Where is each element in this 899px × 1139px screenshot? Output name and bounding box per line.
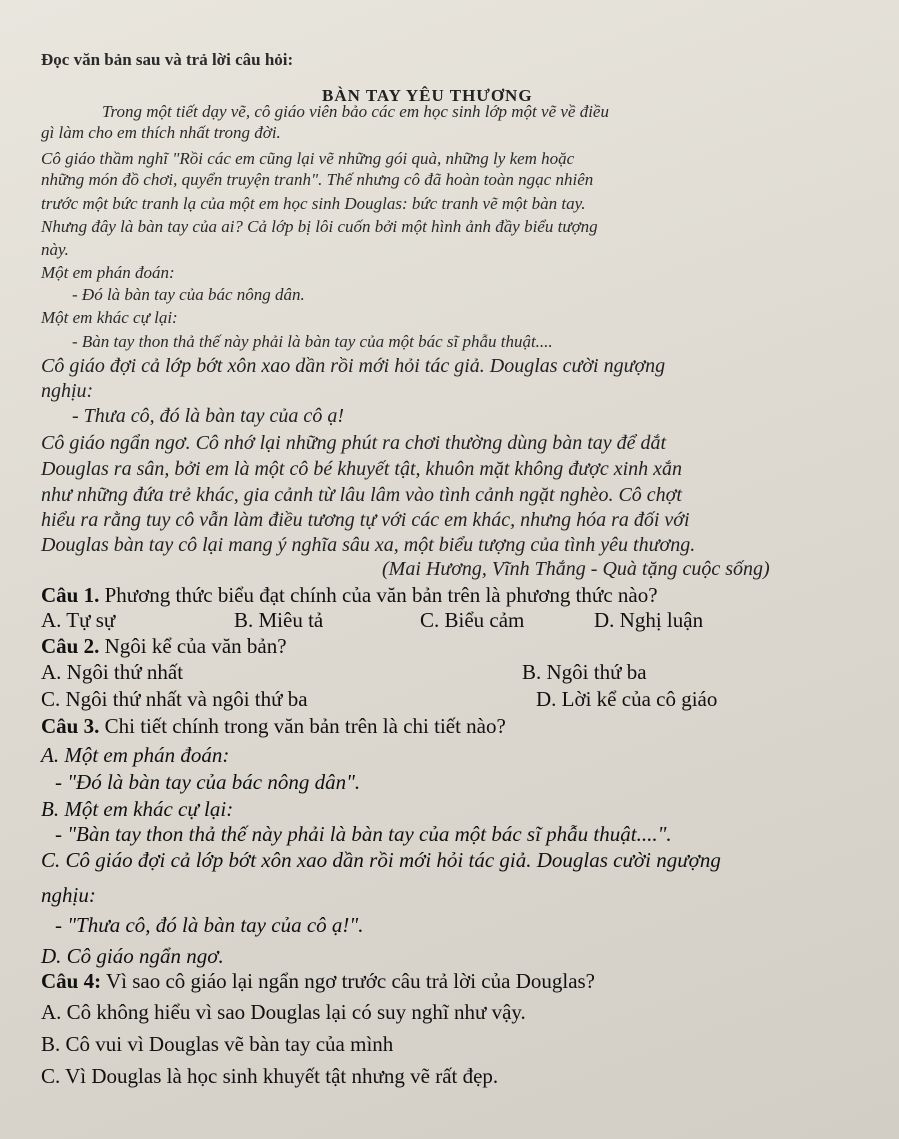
- question-1: [41, 583, 658, 608]
- q4-option-c: C. Vì Douglas là học sinh khuyết tật nhưng vẽ rất đẹp.: [41, 1064, 499, 1088]
- question-4-label: Câu 4:: [41, 969, 102, 993]
- question-4-text: Vì sao cô giáo lại ngẩn ngơ trước câu trả lời của Douglas?: [101, 969, 596, 993]
- question-2-label: Câu 2.: [41, 634, 100, 658]
- story-line: như những đứa trẻ khác, gia cảnh từ lâu lâm vào tình cảnh ngặt nghèo. Cô chợt: [41, 484, 682, 506]
- question-2-text: Ngôi kể của văn bản?: [99, 634, 287, 658]
- story-line: này.: [41, 240, 69, 259]
- question-3-label: Câu 3.: [41, 714, 100, 738]
- story-line: Một em khác cự lại:: [41, 308, 178, 327]
- question-1-text: Phương thức biểu đạt chính của văn bản trên là phương thức nào?: [99, 583, 658, 607]
- story-line: Một em phán đoán:: [41, 263, 175, 282]
- story-line: Cô giáo ngẩn ngơ. Cô nhớ lại những phút ra chơi thường dùng bàn tay để dắt: [41, 432, 667, 454]
- question-2: [41, 634, 287, 659]
- q2-option-a: A. Ngôi thứ nhất: [41, 660, 184, 684]
- q2-option-c: C. Ngôi thứ nhất và ngôi thứ ba: [41, 687, 308, 711]
- question-3: [41, 714, 506, 739]
- story-title: BÀN TAY YÊU THƯƠNG: [322, 86, 533, 105]
- story-line: Trong một tiết dạy vẽ, cô giáo viên bảo các em học sinh lớp một vẽ về điều: [102, 102, 609, 121]
- q3-option-line: nghịu:: [41, 883, 96, 907]
- story-line: Douglas ra sân, bởi em là một cô bé khuyết tật, khuôn mặt không được xinh xắn: [41, 458, 683, 480]
- q3-option-line: D. Cô giáo ngẩn ngơ.: [41, 944, 224, 968]
- q4-option-b: B. Cô vui vì Douglas vẽ bàn tay của mình: [41, 1032, 394, 1056]
- q3-option-line: - "Đó là bàn tay của bác nông dân".: [55, 770, 361, 794]
- q3-option-line: - "Bàn tay thon thả thế này phải là bàn tay của một bác sĩ phẫu thuật....".: [55, 822, 672, 846]
- q4-option-a: A. Cô không hiểu vì sao Douglas lại có suy nghĩ như vậy.: [41, 1000, 526, 1024]
- story-line: nghịu:: [41, 380, 94, 402]
- q1-option-b: B. Miêu tả: [234, 608, 324, 632]
- story-source: (Mai Hương, Vĩnh Thắng - Quà tặng cuộc sống): [382, 558, 770, 580]
- story-line: - Đó là bàn tay của bác nông dân.: [72, 285, 305, 304]
- q3-option-line: C. Cô giáo đợi cả lớp bớt xôn xao dần rồi mới hỏi tác giả. Douglas cười ngượng: [41, 848, 721, 872]
- story-line: - Bàn tay thon thả thế này phải là bàn tay của một bác sĩ phẫu thuật....: [72, 332, 553, 351]
- q1-option-a: A. Tự sự: [41, 608, 116, 632]
- question-4: [41, 969, 595, 994]
- story-line: Douglas bàn tay cô lại mang ý nghĩa sâu xa, một biểu tượng của tình yêu thương.: [41, 534, 696, 556]
- story-line: trước một bức tranh lạ của một em học sinh Douglas: bức tranh vẽ một bàn tay.: [41, 194, 586, 213]
- story-line: những món đồ chơi, quyển truyện tranh". Thế nhưng cô đã hoàn toàn ngạc nhiên: [41, 170, 594, 189]
- q3-option-line: B. Một em khác cự lại:: [41, 797, 234, 821]
- story-line: gì làm cho em thích nhất trong đời.: [41, 123, 281, 142]
- q1-option-d: D. Nghị luận: [594, 608, 704, 632]
- story-line: Cô giáo đợi cả lớp bớt xôn xao dần rồi mới hỏi tác giả. Douglas cười ngượng: [41, 355, 666, 377]
- q3-option-line: - "Thưa cô, đó là bàn tay của cô ạ!".: [55, 913, 364, 937]
- story-line: - Thưa cô, đó là bàn tay của cô ạ!: [72, 405, 344, 427]
- question-3-text: Chi tiết chính trong văn bản trên là chi tiết nào?: [99, 714, 506, 738]
- q2-option-b: B. Ngôi thứ ba: [522, 660, 647, 684]
- story-line: Nhưng đây là bàn tay của ai? Cả lớp bị lôi cuốn bởi một hình ảnh đầy biểu tượng: [41, 217, 598, 236]
- q2-option-d: D. Lời kể của cô giáo: [536, 687, 718, 711]
- question-1-label: Câu 1.: [41, 583, 100, 607]
- instruction-text: Đọc văn bản sau và trả lời câu hỏi:: [41, 50, 294, 69]
- q3-option-line: A. Một em phán đoán:: [41, 743, 230, 767]
- story-line: Cô giáo thầm nghĩ "Rồi các em cũng lại vẽ những gói quà, những ly kem hoặc: [41, 149, 575, 168]
- story-line: hiểu ra rằng tuy cô vẫn làm điều tương tự với các em khác, nhưng hóa ra đối với: [41, 509, 690, 531]
- q1-option-c: C. Biểu cảm: [420, 608, 525, 632]
